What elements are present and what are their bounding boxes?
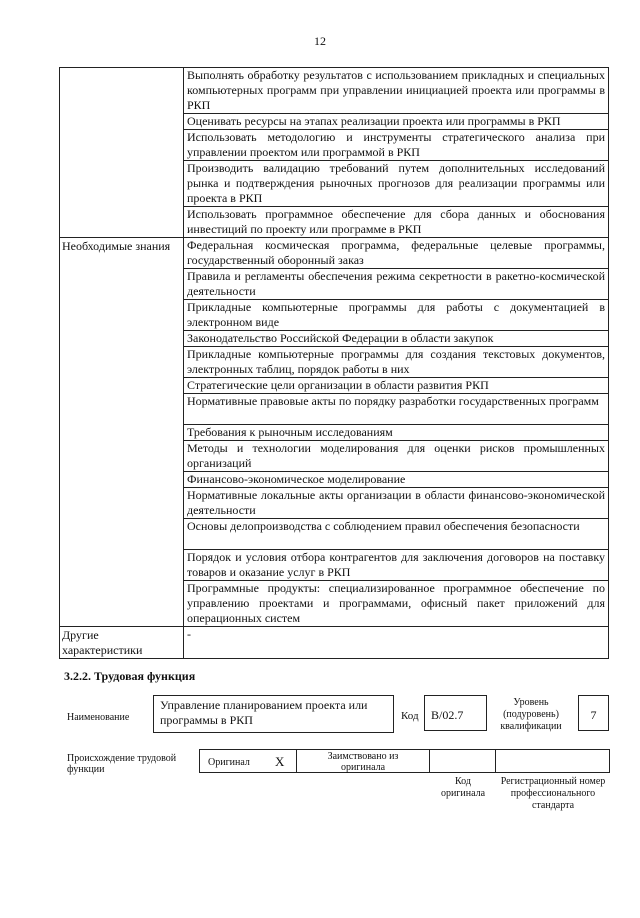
knowledge-row: Прикладные компьютерные программы для работы с документацией в электронном виде xyxy=(184,300,609,331)
reg-number-label: Регистрационный номер профессионального стандарта xyxy=(500,776,606,811)
code-original-label: Код оригинала xyxy=(440,776,486,799)
knowledge-label: Необходимые знания xyxy=(60,238,184,269)
original-label: Оригинал xyxy=(208,757,250,768)
knowledge-row: Требования к рыночным исследованиям xyxy=(184,425,609,441)
other-label: Другие характеристики xyxy=(60,627,184,659)
other-value: - xyxy=(184,627,609,659)
section-title: 3.2.2. Трудовая функция xyxy=(64,669,196,683)
code-label: Код xyxy=(401,710,419,722)
knowledge-row: Правила и регламенты обеспечения режима секретности в ракетно-космической деятельности xyxy=(184,269,609,300)
level-value: 7 xyxy=(578,695,609,731)
knowledge-row: Нормативные правовые акты по порядку разработки государственных программ xyxy=(184,394,609,425)
original-mark: X xyxy=(275,754,285,769)
knowledge-row: Стратегические цели организации в области развития РКП xyxy=(184,378,609,394)
skills-label-cell xyxy=(60,68,184,114)
code-value: B/02.7 xyxy=(424,695,487,731)
skill-row: Использовать методологию и инструменты стратегического анализа при управлении проектом или программой в РКП xyxy=(184,130,609,161)
level-label: Уровень (подуровень) квалификации xyxy=(500,697,562,732)
knowledge-row: Методы и технологии моделирования для оценки рисков промышленных организаций xyxy=(184,441,609,472)
knowledge-row: Нормативные локальные акты организации в области финансово-экономической деятельности xyxy=(184,488,609,519)
knowledge-row: Основы делопроизводства с соблюдением правил обеспечения безопасности xyxy=(184,519,609,550)
origin-label: Происхождение трудовой функции xyxy=(67,753,177,775)
skill-row: Оценивать ресурсы на этапах реализации проекта или программы в РКП xyxy=(184,114,609,130)
skill-row: Производить валидацию требований путем дополнительных исследований рынка и подтверждения рыночных прогнозов для реализации программы или проекта в РКП xyxy=(184,161,609,207)
knowledge-row: Порядок и условия отбора контрагентов для заключения договоров на поставку товаров и оказание услуг в РКП xyxy=(184,550,609,581)
skill-row: Использовать программное обеспечение для сбора данных и обоснования инвестиций по проекту или программе в РКП xyxy=(184,207,609,238)
original-cell xyxy=(199,749,297,773)
page-number: 12 xyxy=(314,34,326,48)
name-label: Наименование xyxy=(67,712,130,723)
skill-row: Выполнять обработку результатов с использованием прикладных и специальных компьютерных программ при управлении инициацией проекта или программы в РКП xyxy=(184,68,609,114)
knowledge-row: Законодательство Российской Федерации в области закупок xyxy=(184,331,609,347)
code-original-cell xyxy=(429,749,496,773)
borrowed-cell: Заимствовано из оригинала xyxy=(296,749,430,773)
knowledge-row: Программные продукты: специализированное программное обеспечение по управлению проектами и программами, офисный пакет приложений для операционных систем xyxy=(184,581,609,627)
skills-knowledge-table xyxy=(59,67,609,659)
reg-number-cell xyxy=(495,749,610,773)
name-value: Управление планированием проекта или программы в РКП xyxy=(153,695,394,733)
knowledge-row: Федеральная космическая программа, федеральные целевые программы, государственный оборонный заказ xyxy=(184,238,609,269)
knowledge-row: Финансово-экономическое моделирование xyxy=(184,472,609,488)
knowledge-row: Прикладные компьютерные программы для создания текстовых документов, электронных таблиц, порядок работы в них xyxy=(184,347,609,378)
